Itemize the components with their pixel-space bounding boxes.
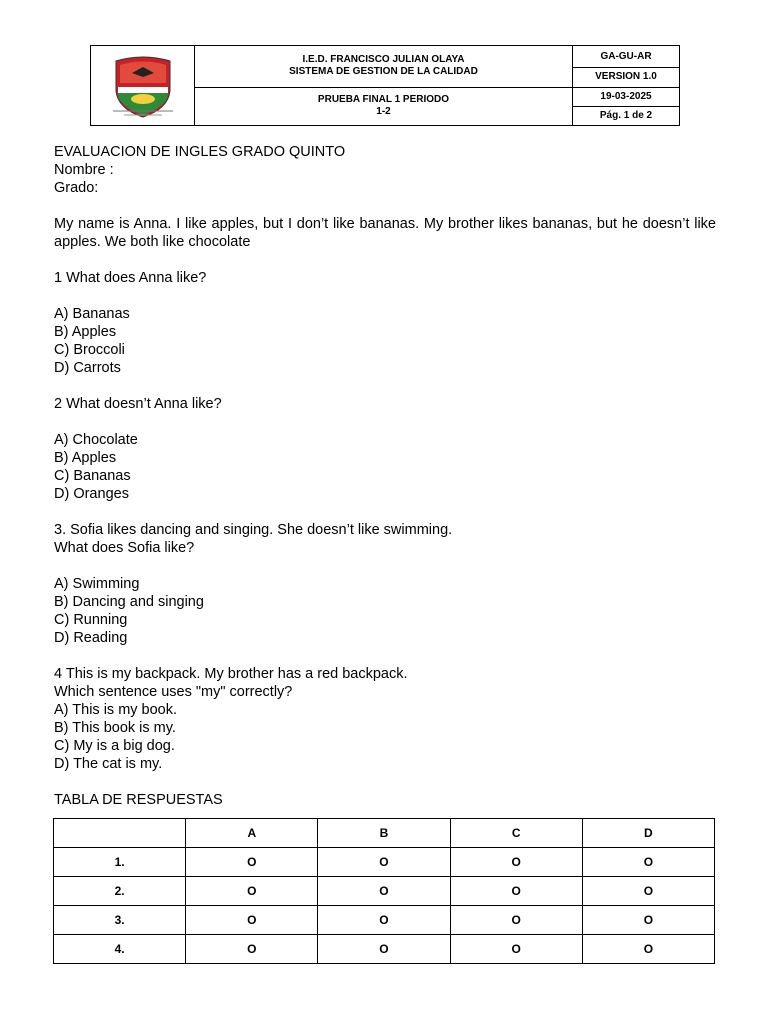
exam-code: 1-2	[376, 106, 391, 118]
doc-code: GA-GU-AR	[573, 46, 680, 68]
q2-option-b: B) Apples	[54, 450, 117, 466]
institution-cell	[195, 46, 573, 88]
q3-option-a: A) Swimming	[54, 576, 140, 592]
school-shield-logo	[110, 53, 176, 119]
q1-option-a: A) Bananas	[54, 306, 130, 322]
table-row	[54, 848, 715, 877]
column-header: C	[450, 819, 582, 848]
answer-bubble[interactable]: O	[318, 906, 450, 935]
answer-bubble[interactable]: O	[318, 935, 450, 964]
q1-option-d: D) Carrots	[54, 360, 121, 376]
document-header	[90, 45, 680, 126]
answer-table	[53, 818, 715, 964]
q4-option-d: D) The cat is my.	[54, 756, 163, 772]
grade-label: Grado:	[54, 180, 99, 196]
answers-title: TABLA DE RESPUESTAS	[54, 792, 223, 808]
logo-cell	[91, 46, 195, 126]
answer-bubble[interactable]: O	[450, 935, 582, 964]
document-title: EVALUACION DE INGLES GRADO QUINTO	[54, 144, 346, 160]
table-row	[54, 906, 715, 935]
q1-option-b: B) Apples	[54, 324, 117, 340]
table-row	[54, 877, 715, 906]
q3-option-c: C) Running	[54, 612, 128, 628]
doc-version: VERSION 1.0	[573, 68, 680, 87]
q2-option-d: D) Oranges	[54, 486, 129, 502]
exam-cell	[195, 87, 573, 126]
column-header: A	[186, 819, 318, 848]
column-header: D	[582, 819, 714, 848]
answer-bubble[interactable]: O	[450, 906, 582, 935]
table-row	[54, 935, 715, 964]
question-2: 2 What doesn’t Anna like?	[54, 396, 222, 412]
answer-bubble[interactable]: O	[582, 848, 714, 877]
doc-date: 19-03-2025	[573, 87, 680, 106]
reading-passage: My name is Anna. I like apples, but I don’t like bananas. My brother likes bananas, but he doesn’t like apples. We both like chocolate	[54, 216, 716, 250]
answer-table-header	[54, 819, 715, 848]
question-3: 3. Sofia likes dancing and singing. She doesn’t like swimming.	[54, 522, 453, 538]
q4-option-a: A) This is my book.	[54, 702, 178, 718]
document-body	[54, 143, 716, 809]
question-1: 1 What does Anna like?	[54, 270, 207, 286]
question-4: 4 This is my backpack. My brother has a red backpack.	[54, 666, 408, 682]
q2-option-a: A) Chocolate	[54, 432, 138, 448]
quality-system: SISTEMA DE GESTION DE LA CALIDAD	[289, 66, 478, 78]
column-header	[54, 819, 186, 848]
question-3-prompt: What does Sofia like?	[54, 540, 195, 556]
answer-bubble[interactable]: O	[186, 906, 318, 935]
q4-option-b: B) This book is my.	[54, 720, 176, 736]
row-number: 4.	[54, 935, 186, 964]
answer-bubble[interactable]: O	[582, 935, 714, 964]
question-4-prompt: Which sentence uses "my" correctly?	[54, 684, 293, 700]
answer-bubble[interactable]: O	[318, 848, 450, 877]
q1-option-c: C) Broccoli	[54, 342, 125, 358]
row-number: 1.	[54, 848, 186, 877]
institution-name: I.E.D. FRANCISCO JULIAN OLAYA	[302, 54, 465, 66]
q2-option-c: C) Bananas	[54, 468, 131, 484]
column-header: B	[318, 819, 450, 848]
row-number: 3.	[54, 906, 186, 935]
row-number: 2.	[54, 877, 186, 906]
page-number: Pág. 1 de 2	[573, 106, 680, 125]
q3-option-d: D) Reading	[54, 630, 128, 646]
exam-title: PRUEBA FINAL 1 PERIODO	[317, 94, 450, 106]
answer-bubble[interactable]: O	[186, 935, 318, 964]
answer-bubble[interactable]: O	[582, 877, 714, 906]
answer-bubble[interactable]: O	[186, 848, 318, 877]
answer-bubble[interactable]: O	[450, 877, 582, 906]
q3-option-b: B) Dancing and singing	[54, 594, 204, 610]
name-label: Nombre :	[54, 162, 114, 178]
q4-option-c: C) My is a big dog.	[54, 738, 175, 754]
answer-bubble[interactable]: O	[450, 848, 582, 877]
answer-bubble[interactable]: O	[582, 906, 714, 935]
answer-bubble[interactable]: O	[318, 877, 450, 906]
answer-bubble[interactable]: O	[186, 877, 318, 906]
